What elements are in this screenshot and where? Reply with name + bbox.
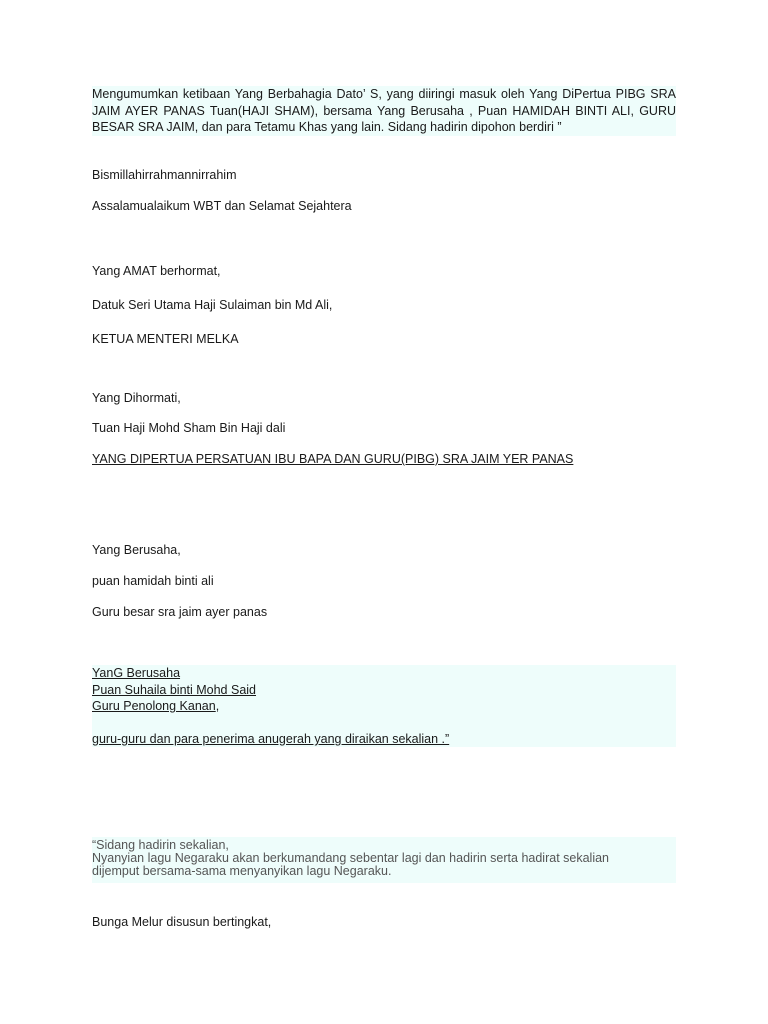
section3-title: Guru besar sra jaim ayer panas [92, 605, 268, 619]
section4-spacer [92, 715, 676, 732]
section4-title: Guru Penolong Kanan [92, 699, 216, 713]
section4-closing: guru-guru dan para penerima anugerah yang diraikan sekalian .” [92, 732, 450, 746]
bismillah-text: Bismillahirrahmannirrahim [92, 168, 237, 182]
section1-title: KETUA MENTERI MELKA [92, 332, 239, 346]
announcement-block [92, 837, 676, 883]
section1-name: Datuk Seri Utama Haji Sulaiman bin Md Ali, [92, 298, 333, 312]
intro-paragraph: Mengumumkan ketibaan Yang Berbahagia Dato’ S, yang diiringi masuk oleh Yang DiPertua PIBG SRA JAIM AYER PANAS Tuan(HAJI SHAM), bersama Yang Berusaha , Puan HAMIDAH BINTI ALI, GURU BESAR SRA JAIM, dan para Tetamu Khas yang lain. Sidang hadirin dipohon berdiri ” [92, 87, 676, 134]
section2-title: YANG DIPERTUA PERSATUAN IBU BAPA DAN GURU(PIBG) SRA JAIM YER PANAS [92, 452, 574, 466]
announcement-line1: “Sidang hadirin sekalian, [92, 838, 229, 852]
section1-honorific: Yang AMAT berhormat, [92, 264, 221, 278]
section2-honorific: Yang Dihormati, [92, 391, 181, 405]
section4-block [92, 665, 676, 747]
section3-honorific: Yang Berusaha, [92, 543, 181, 557]
section4-honorific: YanG Berusaha [92, 666, 181, 680]
section4-title-row [92, 698, 676, 715]
section3-name: puan hamidah binti ali [92, 574, 214, 588]
salam-text: Assalamualaikum WBT dan Selamat Sejahtera [92, 199, 352, 213]
announcement-line3: dijemput bersama-sama menyanyikan lagu Negaraku. [92, 864, 392, 878]
announcement-line2: Nyanyian lagu Negaraku akan berkumandang sebentar lagi dan hadirin serta hadirat sekalian [92, 851, 609, 865]
section2-name: Tuan Haji Mohd Sham Bin Haji dali [92, 421, 286, 435]
section4-name: Puan Suhaila binti Mohd Said [92, 682, 257, 697]
section4-title-suffix: , [215, 699, 220, 713]
poem-start-line: Bunga Melur disusun bertingkat, [92, 915, 272, 929]
